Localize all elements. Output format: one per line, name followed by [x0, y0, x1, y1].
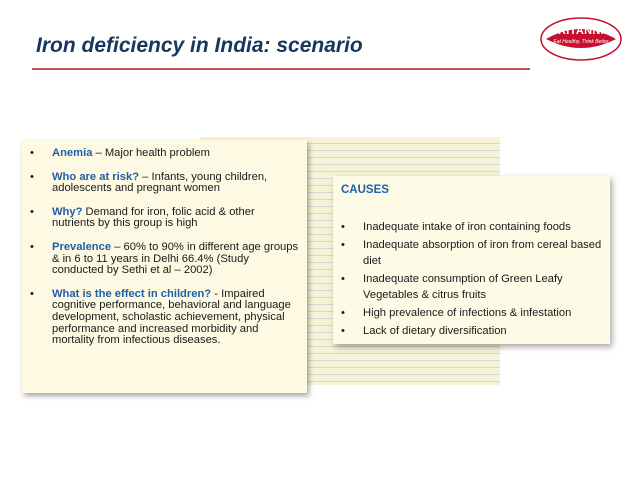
cause-item — [341, 220, 606, 235]
fact-text: – 60% to 90% in different age groups & in 6 to 11 years in Delhi 66.4% (Study conducted by Sethi et al – 2002) — [52, 240, 299, 277]
fact-keyword: Anemia — [52, 147, 93, 159]
cause-text: Inadequate consumption of Green Leafy Vegetables & citrus fruits — [363, 273, 563, 301]
logo-tagline: Eat Healthy, Think Better — [553, 39, 609, 45]
cause-text: High prevalence of infections & infestation — [363, 307, 572, 320]
fact-keyword: Who are at risk? — [52, 170, 140, 183]
fact-text: – Major health problem — [92, 147, 210, 159]
bullet-icon: • — [341, 221, 345, 233]
fact-item-risk — [30, 172, 299, 195]
bullet-icon: • — [30, 205, 34, 218]
fact-item-why — [30, 207, 299, 230]
logo-brand-text: BRITANNIA — [549, 25, 613, 37]
bullet-icon: • — [30, 147, 34, 159]
fact-text: Demand for iron, folic acid & other nutrients by this group is high — [52, 205, 255, 230]
bullet-icon: • — [30, 170, 34, 183]
cause-text: Lack of dietary diversification — [363, 325, 507, 338]
fact-item-prevalence — [30, 242, 299, 277]
bullet-icon: • — [341, 273, 345, 286]
fact-keyword: Prevalence — [52, 240, 112, 253]
fact-item-anemia — [30, 148, 299, 160]
fact-text: – Infants, young children, adolescents and pregnant women — [52, 170, 268, 195]
fact-keyword: Why? — [52, 205, 83, 218]
causes-heading: CAUSES — [341, 184, 389, 196]
causes-list — [341, 220, 606, 343]
fact-text: - Impaired cognitive performance, behavioral and language development, scholastic achievement, physical performance and increased morbidity and mortality from infectious diseases. — [52, 287, 291, 347]
cause-item — [341, 238, 606, 269]
cause-text: Inadequate intake of iron containing foods — [363, 221, 571, 233]
fact-keyword: What is the effect in children? — [52, 287, 212, 300]
cause-item — [341, 324, 606, 339]
britannia-logo — [540, 17, 622, 61]
title-divider — [32, 68, 530, 70]
bullet-icon: • — [341, 307, 345, 320]
facts-list — [22, 140, 307, 347]
bullet-icon: • — [341, 239, 345, 252]
facts-box — [22, 140, 307, 393]
cause-item — [341, 306, 606, 321]
slide-title: Iron deficiency in India: scenario — [36, 34, 363, 57]
fact-item-effect — [30, 289, 299, 347]
bullet-icon: • — [30, 287, 34, 300]
cause-item — [341, 272, 606, 303]
bullet-icon: • — [341, 325, 345, 338]
bullet-icon: • — [30, 240, 34, 253]
causes-box — [333, 176, 610, 344]
cause-text: Inadequate absorption of iron from cereal based diet — [363, 239, 602, 267]
